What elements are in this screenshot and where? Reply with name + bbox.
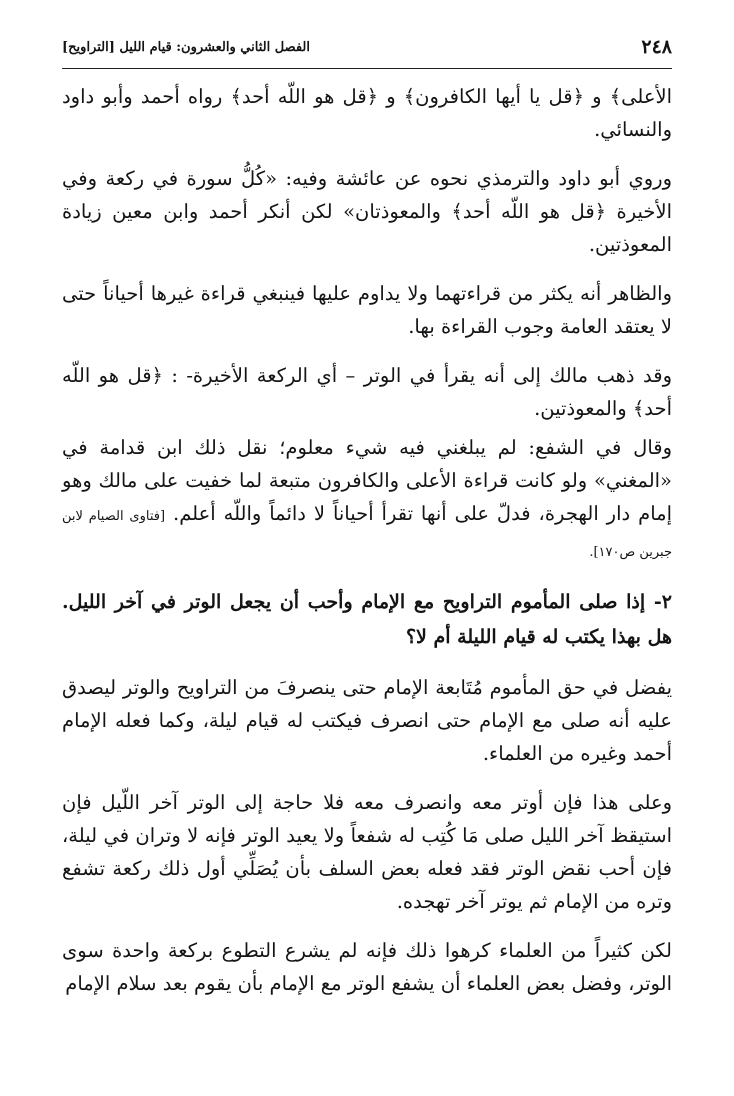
page-body — [62, 80, 672, 1016]
paragraph: والظاهر أنه يكثر من قراءتهما ولا يداوم عليها فينبغي قراءة غيرها أحياناً حتى لا يعتقد العامة وجوب القراءة بها. — [62, 282, 672, 338]
running-header — [62, 36, 672, 69]
chapter-title: الفصل الثاني والعشرون: قيام الليل [التراويح] — [62, 40, 310, 55]
page-number: ٢٤٨ — [641, 36, 672, 58]
citation: [فتاوى الصيام لابن جبرين ص١٧٠]. — [62, 509, 672, 560]
paragraph: وروي أبو داود والترمذي نحوه عن عائشة وفيه: «كُلُّ سورة في ركعة وفي الأخيرة ﴿قل هو اللّه أحد﴾ والمعوذتان» لكن أنكر أحمد وابن معين زيادة المعوذتين. — [62, 167, 672, 256]
paragraph: وقد ذهب مالك إلى أنه يقرأ في الوتر – أي الركعة الأخيرة- : ﴿قل هو اللّه أحد﴾ والمعوذتين. — [62, 364, 672, 420]
paragraph — [62, 431, 672, 569]
paragraph: يفضل في حق المأموم مُتَابعة الإمام حتى ينصرفَ من التراويح والوتر ليصدق عليه أنه صلى مع الإمام حتى انصرف فيكتب له قيام ليلة، وكما فعله الإمام أحمد وغيره من العلماء. — [62, 676, 672, 765]
paragraph-text: وقال في الشفع: لم يبلغني فيه شيء معلوم؛ نقل ذلك ابن قدامة في «المغني» ولو كانت قراءة الأعلى والكافرون متبعة لما خفيت على مالك وهو إمام دار الهجرة، فدلّ على أنها تقرأ أحياناً لا دائماً واللّه أعلم. — [62, 436, 673, 525]
paragraph: وعلى هذا فإن أوتر معه وانصرف معه فلا حاجة إلى الوتر آخر اللّيل فإن استيقظ آخر الليل صلى مَا كُتِب له شفعاً ولا يعيد الوتر فإنه لا وتران في ليلة، فإن أحب نقض الوتر فقد فعله بعض السلف بأن يُصَلِّي أول ذلك ركعة تشفع وتره من الإمام ثم يوتر آخر تهجده. — [62, 791, 672, 913]
question-heading: ٢- إذا صلى المأموم التراويح مع الإمام وأحب أن يجعل الوتر في آخر الليل. هل بهذا يكتب له قيام الليلة أم لا؟ — [62, 591, 672, 648]
paragraph: الأعلى﴾ و ﴿قل يا أيها الكافرون﴾ و ﴿قل هو اللّه أحد﴾ رواه أحمد وأبو داود والنسائي. — [62, 85, 672, 141]
paragraph: لكن كثيراً من العلماء كرهوا ذلك فإنه لم يشرع التطوع بركعة واحدة سوى الوتر، وفضل بعض العلماء أن يشفع الوتر مع الإمام بأن يقوم بعد سلام الإمام — [62, 939, 672, 995]
